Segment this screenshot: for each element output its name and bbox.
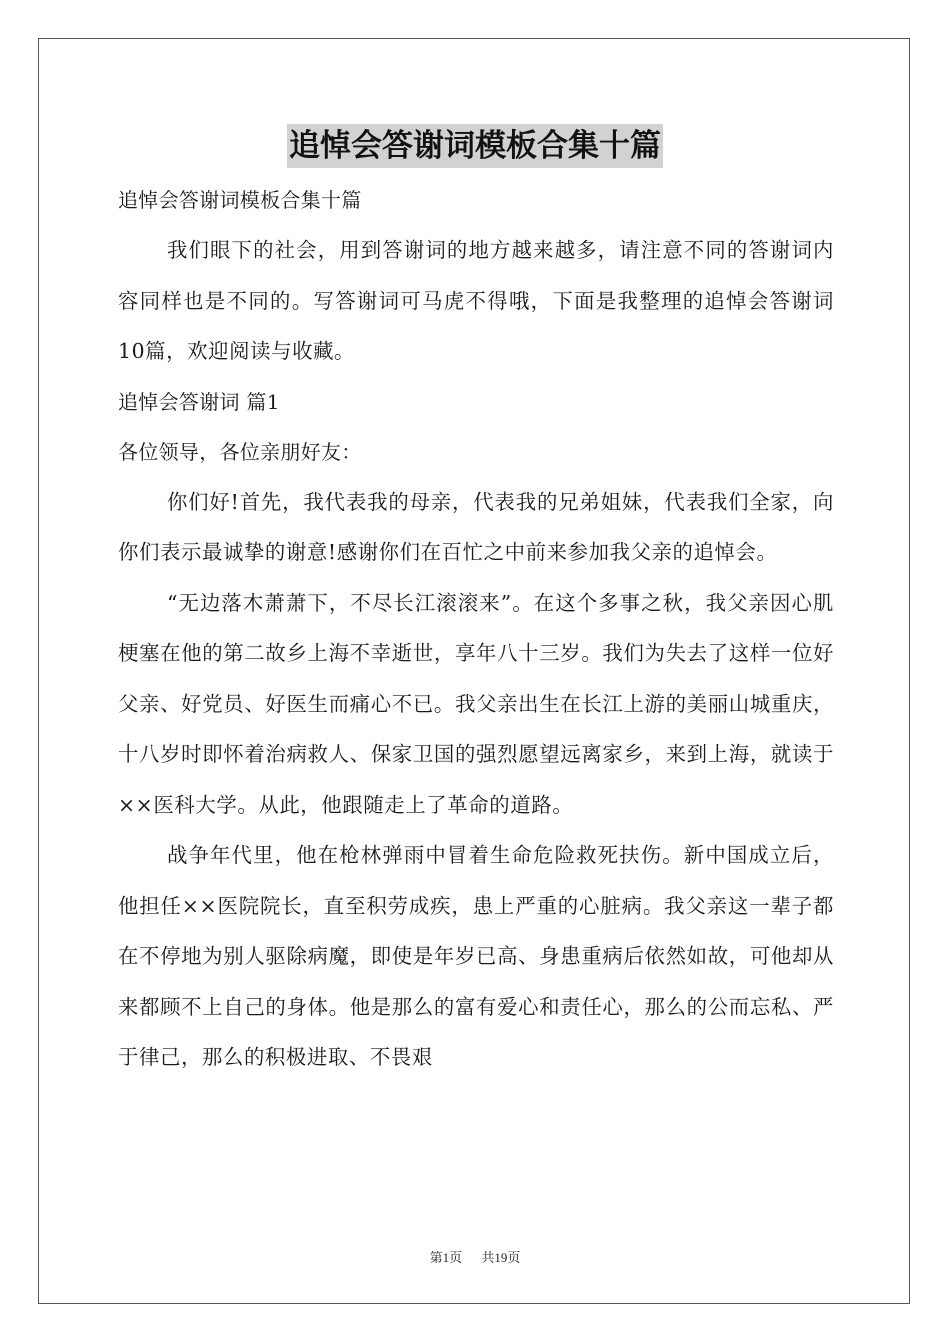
document-title: 追悼会答谢词模板合集十篇 bbox=[287, 124, 663, 168]
page-footer bbox=[0, 1247, 950, 1266]
salutation: 各位领导，各位亲朋好友： bbox=[118, 439, 362, 464]
intro-paragraph: 我们眼下的社会，用到答谢词的地方越来越多，请注意不同的答谢词内容同样也是不同的。写答谢词可马虎不得哦，下面是我整理的追悼会答谢词10篇，欢迎阅读与收藏。 bbox=[118, 238, 834, 363]
document-body bbox=[118, 175, 834, 1083]
body-paragraph-1: 你们好!首先，我代表我的母亲，代表我的兄弟姐妹，代表我们全家，向你们表示最诚挚的谢意!感谢你们在百忙之中前来参加我父亲的追悼会。 bbox=[118, 489, 834, 564]
page-number-total: 共19页 bbox=[481, 1250, 521, 1265]
section-heading: 追悼会答谢词 篇1 bbox=[118, 389, 280, 414]
document-subtitle: 追悼会答谢词模板合集十篇 bbox=[118, 188, 362, 212]
title-container bbox=[0, 124, 950, 168]
body-paragraph-2: “无边落木萧萧下，不尽长江滚滚来”。在这个多事之秋，我父亲因心肌梗塞在他的第二故乡上海不幸逝世，享年八十三岁。我们为失去了这样一位好父亲、好党员、好医生而痛心不已。我父亲出生在长江上游的美丽山城重庆，十八岁时即怀着治病救人、保家卫国的强烈愿望远离家乡，来到上海，就读于××医科大学。从此，他跟随走上了革命的道路。 bbox=[118, 590, 834, 817]
page-number-current: 第1页 bbox=[429, 1250, 463, 1265]
body-paragraph-3: 战争年代里，他在枪林弹雨中冒着生命危险救死扶伤。新中国成立后，他担任××医院院长，直至积劳成疾，患上严重的心脏病。我父亲这一辈子都在不停地为别人驱除病魔，即使是年岁已高、身患重病后依然如故，可他却从来都顾不上自己的身体。他是那么的富有爱心和责任心，那么的公而忘私、严于律己，那么的积极进取、不畏艰 bbox=[118, 843, 834, 1069]
